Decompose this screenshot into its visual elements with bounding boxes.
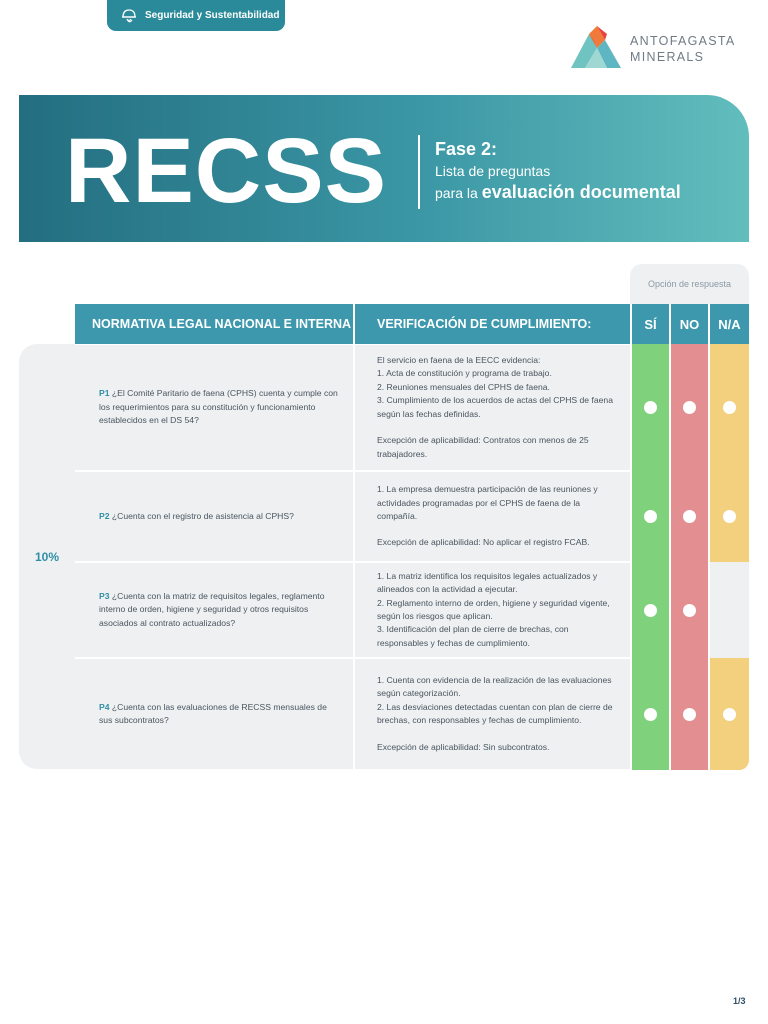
question-cell: [75, 345, 353, 470]
radio-no-icon[interactable]: [683, 401, 696, 414]
option-cell-no[interactable]: [671, 471, 708, 562]
radio-na-icon[interactable]: [723, 510, 736, 523]
question-cell: [75, 563, 353, 657]
question-code: P2: [99, 510, 110, 521]
helmet-icon: [119, 6, 139, 26]
radio-si-icon[interactable]: [644, 708, 657, 721]
question-text: [99, 701, 339, 728]
question-cell: [75, 659, 353, 769]
logo-mark-icon: [567, 24, 625, 72]
verification-line: 3. Identificación del plan de cierre de brechas, con responsables y fechas de cumplimiento.: [377, 624, 569, 648]
options-caption: Opción de respuesta: [630, 264, 749, 304]
radio-no-icon[interactable]: [683, 510, 696, 523]
logo-text-line1: ANTOFAGASTA: [630, 34, 736, 48]
option-cell-na: [710, 562, 749, 658]
weight-value: 10%: [34, 549, 60, 564]
verification-cell: [355, 472, 630, 561]
option-cell-si[interactable]: [632, 562, 669, 658]
banner-divider: [418, 135, 420, 209]
radio-na-icon[interactable]: [723, 401, 736, 414]
question-text: [99, 510, 294, 523]
option-cell-na[interactable]: [710, 344, 749, 471]
verification-line: 1. Cuenta con evidencia de la realización de las evaluaciones según categorización.: [377, 674, 612, 699]
radio-si-icon[interactable]: [644, 510, 657, 523]
header-si: SÍ: [632, 304, 669, 344]
option-cell-na[interactable]: [710, 658, 749, 770]
verification-cell: [355, 345, 630, 470]
option-cell-no[interactable]: [671, 344, 708, 471]
verification-line: Excepción de aplicabilidad: No aplicar el registro FCAB.: [377, 537, 590, 548]
verification-text: [377, 354, 618, 461]
header-verificacion: VERIFICACIÓN DE CUMPLIMIENTO:: [355, 304, 630, 344]
question-body: ¿El Comité Paritario de faena (CPHS) cuenta y cumple con los requerimientos para su constitución y funcionamiento establecidos en el DS 54?: [99, 388, 338, 426]
verification-line: 1. La empresa demuestra participación de las reuniones y actividades programadas por el CPHS de faena de la compañía.: [377, 484, 598, 521]
verification-text: [377, 674, 618, 754]
option-cell-si[interactable]: [632, 344, 669, 471]
banner-subtitle: [435, 137, 681, 204]
question-text: [99, 387, 339, 427]
verification-line: 1. Acta de constitución y programa de trabajo.: [377, 368, 552, 379]
page-number: 1/3: [733, 996, 746, 1006]
logo-text-line2: MINERALS: [630, 50, 705, 64]
subtitle-line2: [435, 181, 681, 204]
weight-cell: [19, 344, 75, 769]
verification-line: 2. Las desviaciones detectadas cuentan con plan de cierre de brechas, con responsables y fechas de cumplimiento.: [377, 701, 613, 726]
verification-line: El servicio en faena de la EECC evidencia:: [377, 355, 541, 366]
question-body: ¿Cuenta con las evaluaciones de RECSS mensuales de sus subcontratos?: [99, 701, 327, 725]
verification-cell: [355, 563, 630, 657]
option-cell-si[interactable]: [632, 658, 669, 770]
question-code: P1: [99, 388, 110, 399]
question-body: ¿Cuenta con el registro de asistencia al CPHS?: [109, 510, 294, 521]
option-cell-no[interactable]: [671, 658, 708, 770]
option-cell-si[interactable]: [632, 471, 669, 562]
subtitle-line2-bold: evaluación documental: [481, 182, 681, 202]
radio-na-icon[interactable]: [723, 708, 736, 721]
question-body: ¿Cuenta con la matriz de requisitos legales, reglamento interno de orden, higiene y seguridad y otros requisitos asociados al contrato actualizados?: [99, 590, 325, 628]
option-cell-na[interactable]: [710, 471, 749, 562]
subtitle-line1: Lista de preguntas: [435, 163, 551, 179]
verification-line: [377, 728, 618, 741]
question-code: P4: [99, 701, 110, 712]
company-logo: [567, 24, 737, 74]
document-title: RECSS: [65, 120, 387, 222]
verification-text: [377, 570, 618, 650]
radio-no-icon[interactable]: [683, 708, 696, 721]
header-no: NO: [671, 304, 708, 344]
verification-line: [377, 523, 618, 536]
verification-text: [377, 483, 618, 550]
verification-line: 1. La matriz identifica los requisitos legales actualizados y alineados con la actividad a ejecutar.: [377, 570, 598, 595]
verification-line: 2. Reglamento interno de orden, higiene y seguridad vigente, según los riesgos que aplican.: [377, 597, 610, 621]
section-tag-label: Seguridad y Sustentabilidad: [145, 10, 280, 21]
header-na: N/A: [710, 304, 749, 344]
verification-line: Excepción de aplicabilidad: Sin subcontratos.: [377, 741, 550, 752]
header-normativa: NORMATIVA LEGAL NACIONAL E INTERNA: [75, 304, 353, 344]
verification-cell: [355, 659, 630, 769]
section-tag: [107, 0, 285, 31]
option-cell-no[interactable]: [671, 562, 708, 658]
question-code: P3: [99, 590, 110, 601]
subtitle-line2-prefix: para la: [435, 185, 478, 201]
phase-label: Fase 2:: [435, 139, 498, 159]
radio-si-icon[interactable]: [644, 604, 657, 617]
verification-line: [377, 421, 618, 434]
verification-line: 2. Reuniones mensuales del CPHS de faena.: [377, 381, 550, 392]
question-text: [99, 590, 339, 630]
title-banner: [19, 95, 749, 242]
question-cell: [75, 472, 353, 561]
radio-no-icon[interactable]: [683, 604, 696, 617]
verification-line: 3. Cumplimiento de los acuerdos de actas del CPHS de faena según las fechas definidas.: [377, 395, 613, 419]
verification-line: Excepción de aplicabilidad: Contratos con menos de 25 trabajadores.: [377, 435, 589, 459]
radio-si-icon[interactable]: [644, 401, 657, 414]
